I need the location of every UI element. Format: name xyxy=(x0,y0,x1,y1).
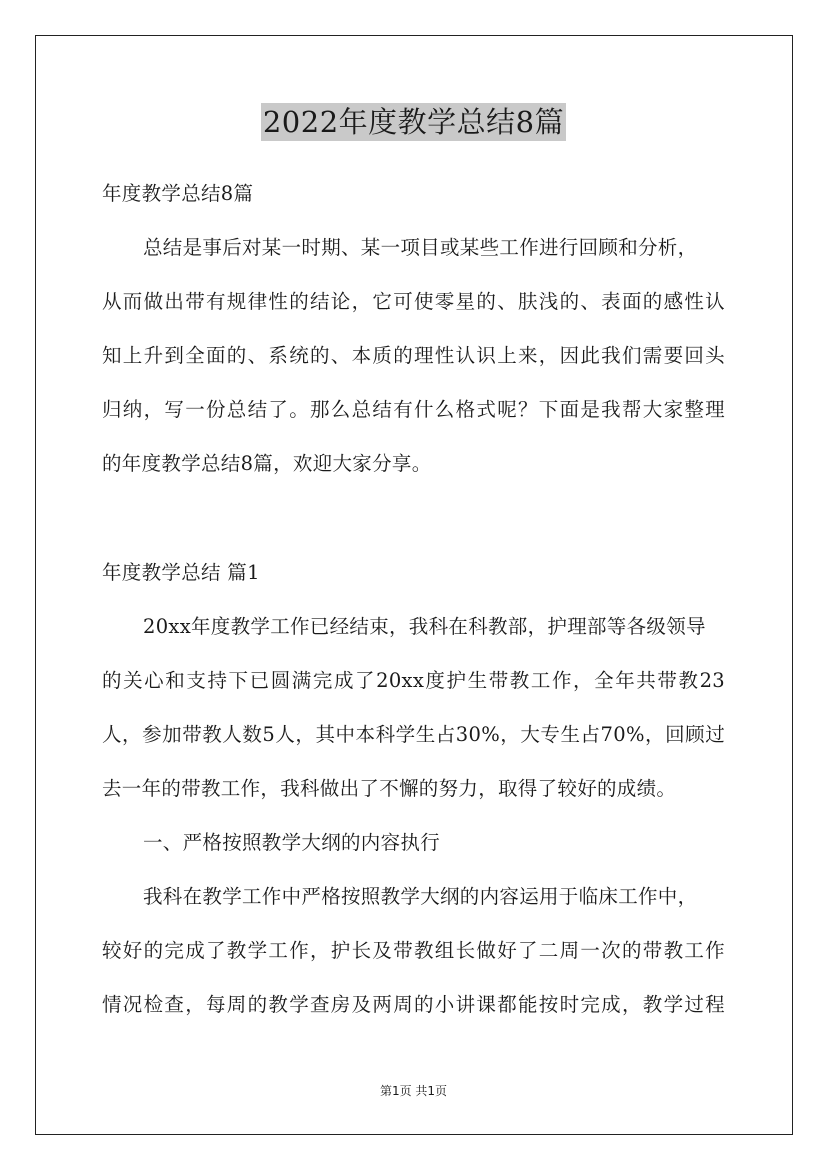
intro-line: 总结是事后对某一时期、某一项目或某些工作进行回顾和分析， xyxy=(143,236,698,259)
section-heading: 年度教学总结 篇1 xyxy=(102,561,260,584)
body-line: 人，参加带教人数5人，其中本科学生占30%，大专生占70%，回顾过 xyxy=(102,723,725,746)
document-subtitle: 年度教学总结8篇 xyxy=(102,182,254,205)
intro-line: 的年度教学总结8篇，欢迎大家分享。 xyxy=(102,452,432,475)
body-line: 20xx年度教学工作已经结束，我科在科教部，护理部等各级领导 xyxy=(143,615,706,638)
intro-line: 从而做出带有规律性的结论，它可使零星的、肤浅的、表面的感性认 xyxy=(102,290,725,313)
document-title: 2022年度教学总结8篇 xyxy=(262,105,565,139)
intro-line: 归纳，写一份总结了。那么总结有什么格式呢？下面是我帮大家整理 xyxy=(102,398,725,421)
body-line: 情况检查，每周的教学查房及两周的小讲课都能按时完成，教学过程 xyxy=(102,993,725,1016)
title-container xyxy=(0,103,827,141)
body-line: 去一年的带教工作，我科做出了不懈的努力，取得了较好的成绩。 xyxy=(102,777,677,800)
body-line: 的关心和支持下已圆满完成了20xx度护生带教工作，全年共带教23 xyxy=(102,669,725,692)
body-line: 我科在教学工作中严格按照教学大纲的内容运用于临床工作中， xyxy=(143,885,698,908)
sub-heading: 一、严格按照教学大纲的内容执行 xyxy=(143,831,441,854)
page-footer xyxy=(0,1083,827,1099)
intro-line: 知上升到全面的、系统的、本质的理性认识上来，因此我们需要回头 xyxy=(102,344,725,367)
body-line: 较好的完成了教学工作，护长及带教组长做好了二周一次的带教工作 xyxy=(102,939,725,962)
page-number: 第1页 共1页 xyxy=(379,1084,448,1098)
